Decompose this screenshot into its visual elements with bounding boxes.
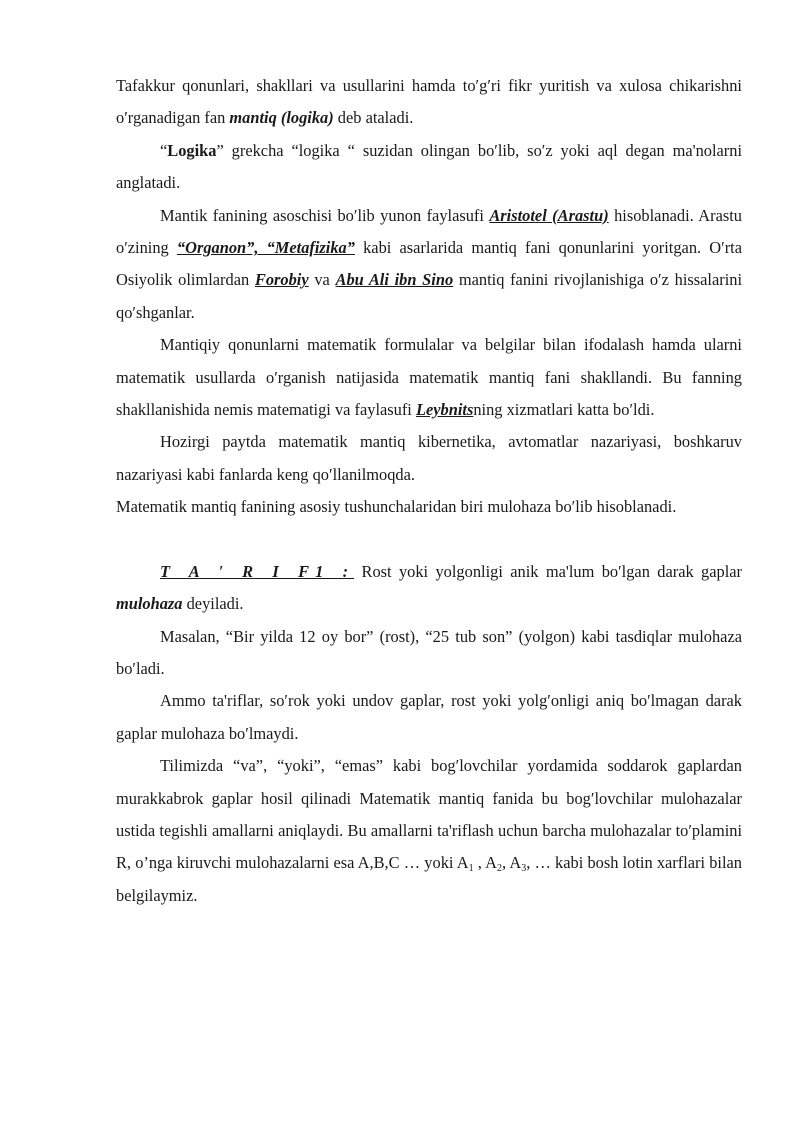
term-logika: Logika	[167, 140, 217, 160]
paragraph-definition-1	[116, 556, 742, 621]
text: va	[308, 270, 336, 290]
paragraph-applications: Hozirgi paytda matematik mantiq kibernetika, avtomatlar nazariyasi, boshkaruv nazariyasi kabi fanlarda keng qo′llanilmoqda.	[116, 432, 742, 484]
paragraph-logika-origin	[116, 135, 742, 200]
text: deb ataladi.	[333, 108, 414, 128]
text: Mantiqiy qonunlarni matematik formulalar va belgilar bilan ifodalash hamda ularni matematik usullarda o′rganish natijasida matematik mantiq fani shakllandi. Bu fanning shakllanishida nemis matematigi va faylasufi	[116, 335, 742, 420]
text: ning xizmatlari katta bo′ldi.	[473, 400, 655, 420]
subscript: 1	[468, 863, 474, 875]
text: mantiq fanini rivojlanishiga o′z hissalarini qo′shganlar.	[116, 270, 742, 322]
text: hisoblanadi. Arastu o′zining	[116, 205, 743, 258]
term-mulohaza: mulohaza	[116, 594, 183, 614]
paragraph-logic-definition	[116, 70, 742, 135]
term-mantiq: mantiq (logika)	[229, 108, 334, 128]
name-leybnits: Leybnits	[415, 400, 474, 420]
paragraph-connectives	[116, 750, 742, 912]
paragraph-basic-concept: Matematik mantiq fanining asosiy tushunchalaridan biri mulohaza bo′lib hisoblanadi.	[116, 497, 677, 517]
text: ” grekcha “logika “ suzidan olingan bo′lib, so′z yoki aql degan ma'nolarni anglatadi.	[116, 140, 742, 193]
text: Tilimizda “va”, “yoki”, “emas” kabi bog′lovchilar yordamida soddarok gaplardan murakkabrok gaplar hosil qilinadi Matematik mantiq fanida bu bog′lovchilar mulohazalar ustida tegishli amallarni aniqlaydi. Bu amallarni ta'riflash uchun barcha mulohazalar to′plamini R, o’nga kiruvchi mulohazalarni esa A,B,C … yoki A	[116, 756, 742, 873]
text: deyiladi.	[182, 594, 244, 614]
text: , A	[501, 853, 522, 873]
paragraph-mathematical-logic	[116, 329, 742, 426]
text: kabi asarlarida mantiq fani qonunlarini yoritgan. O′rta Osiyolik olimlardan	[116, 238, 742, 290]
subscript: 3	[521, 863, 527, 875]
name-ibn-sino: Abu Ali ibn Sino	[335, 270, 454, 290]
subscript: 2	[496, 863, 502, 875]
definition-label: T A ' R I F1 :	[160, 561, 355, 581]
paragraph-non-statements: Ammo ta'riflar, so′rok yoki undov gaplar, rost yoki yolg′onligi aniq bo′lmagan darak gaplar mulohaza bo′lmaydi.	[116, 691, 742, 743]
name-aristotel: Aristotel (Arastu)	[489, 205, 609, 225]
text: Tafakkur qonunlari, shakllari va usullarini hamda to′g′ri fikr yuritish va xulosa chikarishni o′rganadigan fan	[116, 76, 742, 128]
paragraph-example: Masalan, “Bir yilda 12 oy bor” (rost), “25 tub son” (yolgon) kabi tasdiqlar mulohaza bo′ladi.	[116, 626, 742, 678]
spacer	[116, 524, 742, 556]
paragraph-founders	[116, 200, 742, 330]
text: , … kabi bosh lotin xarflari bilan belgilaymiz.	[116, 853, 743, 905]
text: , A	[473, 853, 497, 873]
text: “	[160, 140, 168, 160]
text: Rost yoki yolgonligi anik ma'lum bo′lgan darak gaplar	[354, 561, 742, 581]
text: Mantik fanining asoschisi bo′lib yunon faylasufi	[160, 205, 490, 225]
works-titles: “Organon”, “Metafizika”	[176, 238, 355, 258]
document-page	[116, 70, 742, 912]
name-forobiy: Forobiy	[254, 270, 309, 290]
